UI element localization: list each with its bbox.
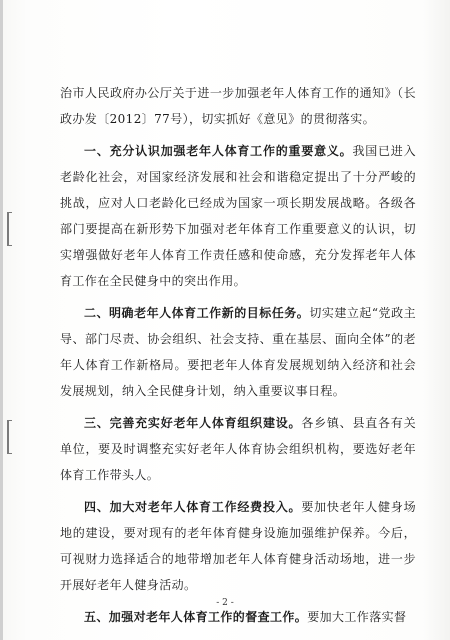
paragraph-text: 治市人民政府办公厅关于进一步加强老年人体育工作的通知》（长政办发〔2012〕77号），切实抓好《意见》的贯彻落实。 [60,86,416,126]
paragraph-heading: 二、明确老年人体育工作新的目标任务。 [84,306,310,320]
paragraph-heading: 一、充分认识加强老年人体育工作的重要意义。 [84,144,353,158]
paragraph-section-1 [60,138,416,294]
paragraph-heading: 四、加大对老年人体育工作经费投入。 [84,500,302,514]
paragraph-heading: 五、加强对老年人体育工作的督查工作。 [84,610,308,624]
paragraph-section-4 [60,494,416,598]
paragraph-continuation [60,80,416,132]
page-left-edge [0,0,3,640]
page-number: - 2 - [216,598,234,608]
binding-mark [7,420,9,454]
paragraph-text: 要加快老年人健身场地的建设，要对现有的老年体育健身设施加强维护保养。今后，可视财力选择适合的地带增加老年人体育健身活动场地，进一步开展好老年人健身活动。 [60,500,416,592]
document-body [60,80,416,636]
paragraph-section-2 [60,300,416,404]
paragraph-text: 要加大工作落实督 [307,610,407,624]
binding-mark [7,212,9,246]
paragraph-text: 切实建立起“党政主导、部门尽责、协会组织、社会支持、重在基层、面向全体”的老年人体育工作新格局。要把老年人体育发展规划纳入经济和社会发展规划，纳入全民健身计划，纳入重要议事日程。 [60,306,416,398]
paragraph-section-3 [60,410,416,488]
paragraph-heading: 三、完善充实好老年人体育组织建设。 [84,416,302,430]
paragraph-text: 我国已进入老龄化社会，对国家经济发展和社会和谐稳定提出了十分严峻的挑战，应对人口老龄化已经成为国家一项长期发展战略。各级各部门要提高在新形势下加强对老年体育工作重要意义的认识，切实增强做好老年人体育工作责任感和使命感，充分发挥老年人体育工作在全民健身中的突出作用。 [60,144,416,288]
paragraph-text: 各乡镇、县直各有关单位，要及时调整充实好老年人体育协会组织机构，要选好老年体育工作带头人。 [60,416,416,482]
